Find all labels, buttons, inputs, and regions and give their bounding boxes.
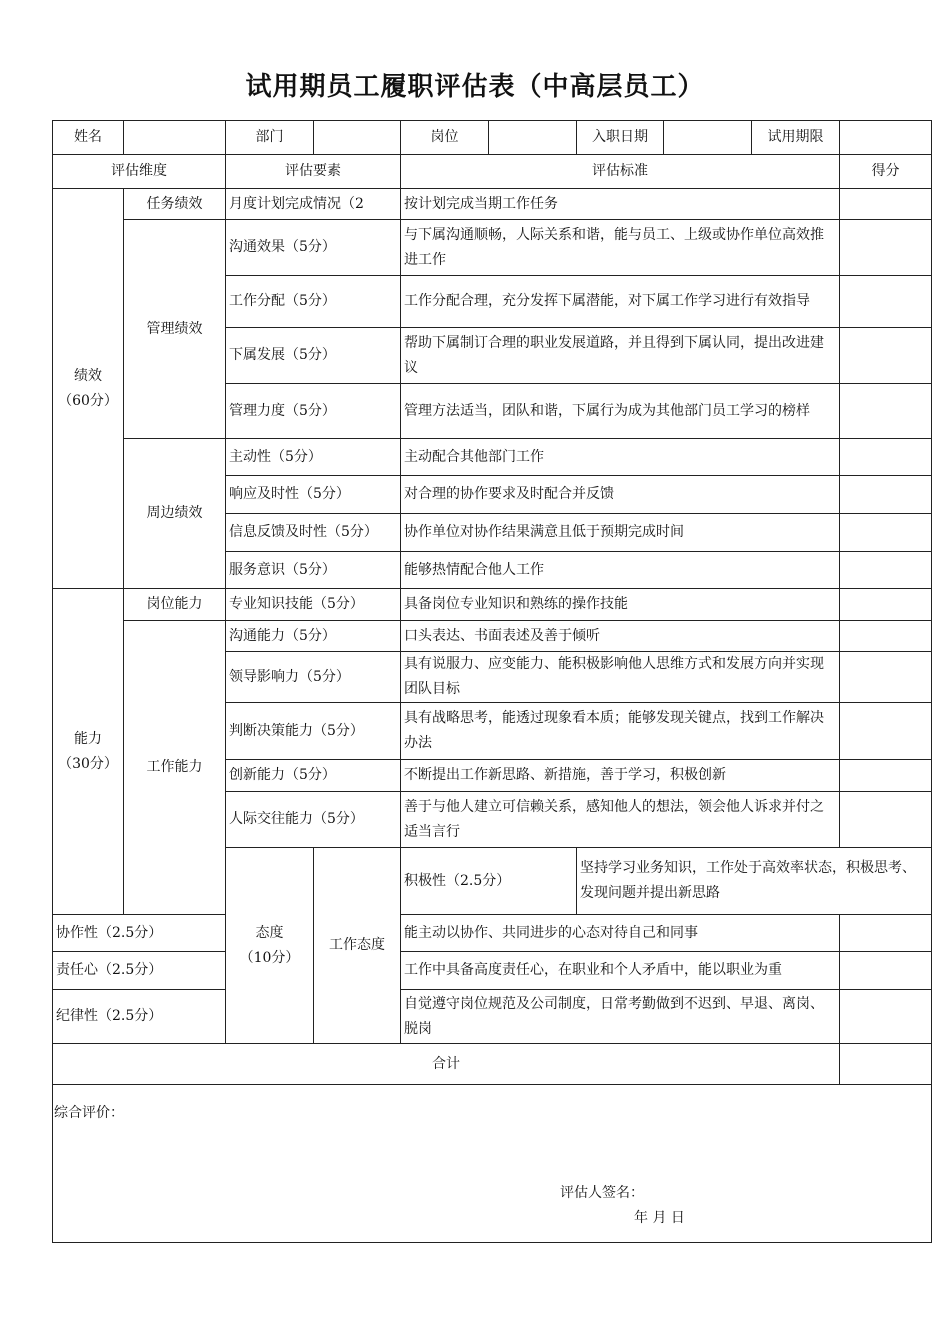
standard-cell: 能够热情配合他人工作 bbox=[401, 552, 840, 589]
standard-cell: 自觉遵守岗位规范及公司制度，日常考勤做到不迟到、早退、离岗、脱岗 bbox=[401, 990, 840, 1044]
table-row bbox=[53, 621, 932, 652]
score-cell[interactable] bbox=[840, 915, 932, 952]
section-attitude bbox=[226, 848, 314, 1044]
standard-cell: 与下属沟通顺畅，人际关系和谐，能与员工、上级或协作单位高效推进工作 bbox=[401, 220, 840, 276]
factor-cell: 信息反馈及时性（5分） bbox=[226, 514, 401, 552]
name-field[interactable] bbox=[124, 121, 226, 155]
hire-date-field[interactable] bbox=[664, 121, 752, 155]
standard-cell: 管理方法适当，团队和谐，下属行为成为其他部门员工学习的榜样 bbox=[401, 384, 840, 439]
score-cell[interactable] bbox=[840, 552, 932, 589]
standard-cell: 具备岗位专业知识和熟练的操作技能 bbox=[401, 589, 840, 621]
score-cell[interactable] bbox=[840, 589, 932, 621]
score-cell[interactable] bbox=[840, 514, 932, 552]
standard-cell: 不断提出工作新思路、新措施，善于学习，积极创新 bbox=[401, 760, 840, 792]
evaluation-table bbox=[52, 120, 932, 1243]
score-cell[interactable] bbox=[840, 384, 932, 439]
table-row bbox=[53, 589, 932, 621]
dept-label: 部门 bbox=[226, 121, 314, 155]
section-weight: （30分） bbox=[58, 755, 118, 772]
hire-date-label: 入职日期 bbox=[577, 121, 664, 155]
score-cell[interactable] bbox=[840, 476, 932, 514]
factor-cell: 月度计划完成情况（2 bbox=[226, 189, 401, 220]
signature-label: 评估人签名： bbox=[560, 1185, 644, 1201]
factor-cell: 判断决策能力（5分） bbox=[226, 703, 401, 760]
factor-cell: 协作性（2.5分） bbox=[53, 915, 226, 952]
factor-cell: 领导影响力（5分） bbox=[226, 652, 401, 703]
factor-cell: 服务意识（5分） bbox=[226, 552, 401, 589]
factor-cell: 创新能力（5分） bbox=[226, 760, 401, 792]
factor-cell: 沟通能力（5分） bbox=[226, 621, 401, 652]
standard-cell: 工作分配合理，充分发挥下属潜能，对下属工作学习进行有效指导 bbox=[401, 276, 840, 328]
total-label: 合计 bbox=[53, 1044, 840, 1085]
table-row bbox=[53, 439, 932, 476]
score-cell[interactable] bbox=[840, 990, 932, 1044]
table-row bbox=[53, 189, 932, 220]
factor-cell: 纪律性（2.5分） bbox=[53, 990, 226, 1044]
section-name: 能力 bbox=[74, 730, 102, 747]
standard-cell: 主动配合其他部门工作 bbox=[401, 439, 840, 476]
standard-cell: 帮助下属制订合理的职业发展道路，并且得到下属认同，提出改进建议 bbox=[401, 328, 840, 384]
standard-cell: 具有战略思考，能透过现象看本质；能够发现关键点，找到工作解决办法 bbox=[401, 703, 840, 760]
standard-cell: 具有说服力、应变能力、能积极影响他人思维方式和发展方向并实现团队目标 bbox=[401, 652, 840, 703]
score-cell[interactable] bbox=[840, 439, 932, 476]
section-performance bbox=[53, 189, 124, 589]
group-work-attitude: 工作态度 bbox=[314, 848, 401, 1044]
score-cell[interactable] bbox=[840, 703, 932, 760]
table-row bbox=[53, 915, 932, 952]
group-management: 管理绩效 bbox=[124, 220, 226, 439]
date-label: 年 月 日 bbox=[634, 1210, 685, 1226]
score-cell[interactable] bbox=[840, 652, 932, 703]
group-peripheral: 周边绩效 bbox=[124, 439, 226, 589]
score-cell[interactable] bbox=[840, 220, 932, 276]
factor-cell: 人际交往能力（5分） bbox=[226, 792, 401, 848]
header-row bbox=[53, 155, 932, 189]
score-cell[interactable] bbox=[840, 621, 932, 652]
factor-cell: 专业知识技能（5分） bbox=[226, 589, 401, 621]
factor-cell: 主动性（5分） bbox=[226, 439, 401, 476]
dimension-header: 评估维度 bbox=[53, 155, 226, 189]
group-work-ability: 工作能力 bbox=[124, 621, 226, 915]
summary-row bbox=[53, 1085, 932, 1243]
factor-cell: 响应及时性（5分） bbox=[226, 476, 401, 514]
name-label: 姓名 bbox=[53, 121, 124, 155]
summary-box[interactable] bbox=[53, 1085, 932, 1243]
factor-cell: 工作分配（5分） bbox=[226, 276, 401, 328]
probation-label: 试用期限 bbox=[752, 121, 840, 155]
factor-cell: 管理力度（5分） bbox=[226, 384, 401, 439]
standard-cell: 对合理的协作要求及时配合并反馈 bbox=[401, 476, 840, 514]
section-weight: （60分） bbox=[58, 392, 118, 409]
factor-cell: 责任心（2.5分） bbox=[53, 952, 226, 990]
standard-cell: 口头表达、书面表述及善于倾听 bbox=[401, 621, 840, 652]
standard-cell: 工作中具备高度责任心，在职业和个人矛盾中，能以职业为重 bbox=[401, 952, 840, 990]
standard-header: 评估标准 bbox=[401, 155, 840, 189]
section-ability bbox=[53, 589, 124, 915]
factor-cell: 下属发展（5分） bbox=[226, 328, 401, 384]
factor-header: 评估要素 bbox=[226, 155, 401, 189]
factor-cell: 沟通效果（5分） bbox=[226, 220, 401, 276]
standard-cell: 善于与他人建立可信赖关系，感知他人的想法，领会他人诉求并付之适当言行 bbox=[401, 792, 840, 848]
standard-cell: 按计划完成当期工作任务 bbox=[401, 189, 840, 220]
factor-cell: 积极性（2.5分） bbox=[401, 848, 577, 915]
standard-cell: 能主动以协作、共同进步的心态对待自己和同事 bbox=[401, 915, 840, 952]
group-task: 任务绩效 bbox=[124, 189, 226, 220]
table-row bbox=[53, 220, 932, 276]
position-field[interactable] bbox=[489, 121, 577, 155]
score-cell[interactable] bbox=[840, 276, 932, 328]
table-row bbox=[53, 990, 932, 1044]
total-row bbox=[53, 1044, 932, 1085]
score-cell[interactable] bbox=[840, 952, 932, 990]
score-cell[interactable] bbox=[840, 792, 932, 848]
score-cell[interactable] bbox=[840, 760, 932, 792]
total-score-cell[interactable] bbox=[840, 1044, 932, 1085]
score-header: 得分 bbox=[840, 155, 932, 189]
score-cell[interactable] bbox=[840, 189, 932, 220]
info-row bbox=[53, 121, 932, 155]
section-weight: （10分） bbox=[239, 949, 300, 966]
section-name: 态度 bbox=[255, 924, 284, 941]
section-name: 绩效 bbox=[74, 367, 102, 384]
table-row bbox=[53, 952, 932, 990]
standard-cell: 坚持学习业务知识，工作处于高效率状态，积极思考、发现问题并提出新思路 bbox=[577, 848, 932, 915]
page-title: 试用期员工履职评估表（中高层员工） bbox=[245, 72, 705, 102]
standard-cell: 协作单位对协作结果满意且低于预期完成时间 bbox=[401, 514, 840, 552]
probation-field[interactable] bbox=[840, 121, 932, 155]
position-label: 岗位 bbox=[401, 121, 489, 155]
dept-field[interactable] bbox=[314, 121, 401, 155]
group-post-ability: 岗位能力 bbox=[124, 589, 226, 621]
score-cell[interactable] bbox=[840, 328, 932, 384]
summary-label: 综合评价： bbox=[54, 1105, 124, 1121]
